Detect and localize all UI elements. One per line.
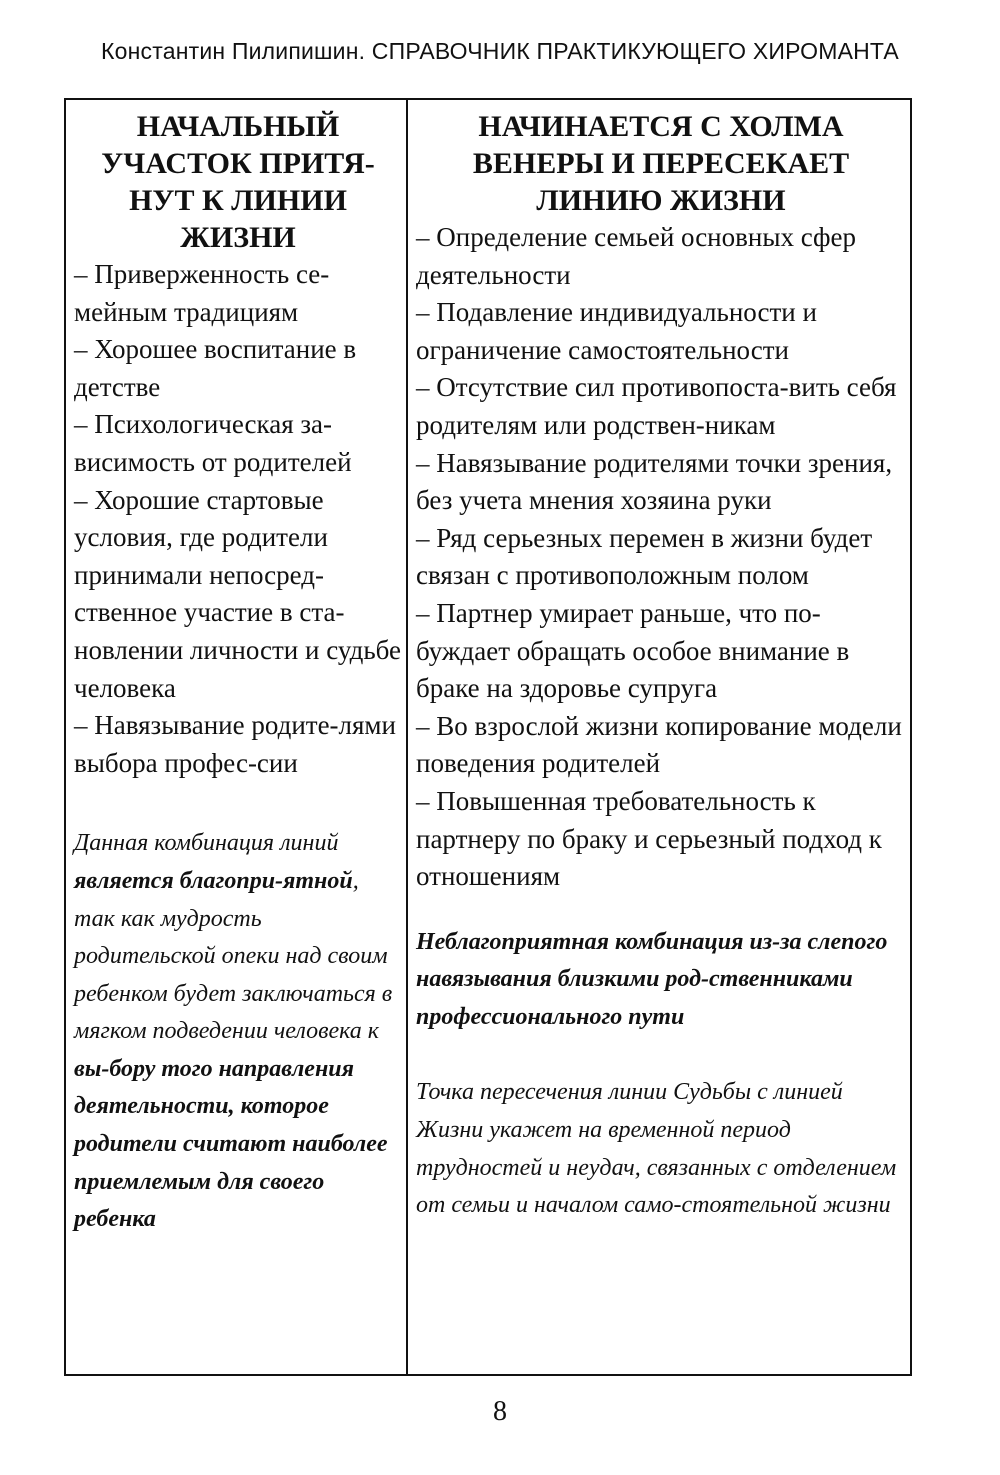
right-column — [408, 100, 910, 1374]
right-additional-note: Точка пересечения линии Судьбы с линией Жизни укажет на временной период трудностей и неудач, связанных с отделением от семьи и началом само-стоятельной жизни — [416, 1079, 897, 1219]
note-text: , так как мудрость родительской опеки над своим ребенком будет заключаться в мягком подведении человека к — [74, 867, 393, 1045]
list-item: – Подавление индивидуальности и ограничение самостоятельности — [416, 297, 817, 365]
running-title: Константин Пилипишин. СПРАВОЧНИК ПРАКТИКУЮЩЕГО ХИРОМАНТА — [101, 38, 899, 64]
note-text: Данная комбинация линий — [74, 830, 339, 857]
right-column-list — [416, 219, 906, 896]
page-number: 8 — [493, 1396, 507, 1427]
list-item: – Хорошее воспитание в детстве — [74, 334, 357, 402]
comparison-table — [64, 98, 912, 1376]
list-item: – Хорошие стартовые условия, где родители принимали непосред-ственное участие в ста-новлении личности и судьбе человека — [74, 484, 402, 703]
left-conclusion-note — [74, 825, 402, 1239]
list-item: – Психологическая за-висимость от родителей — [74, 409, 352, 477]
list-item: – Ряд серьезных перемен в жизни будет связан с противоположным полом — [416, 522, 873, 591]
list-item: – Партнер умирает раньше, что по-буждает обращать особое внимание в браке на здоровье супруга — [416, 597, 850, 704]
note-emphasis: вы-бору того направления деятельности, которое родители считают наиболее приемлемым для своего ребенка — [74, 1055, 388, 1233]
left-column-heading: НАЧАЛЬНЫЙ УЧАСТОК ПРИТЯ-НУТ К ЛИНИИ ЖИЗНИ — [101, 110, 375, 254]
left-column-list — [74, 256, 402, 782]
list-item: – Навязывание родите-лями выбора профес-сии — [74, 710, 396, 778]
left-column — [66, 100, 408, 1374]
right-conclusion-note: Неблагоприятная комбинация из-за слепого навязывания близкими род-ственниками профессионального пути — [416, 928, 888, 1030]
list-item: – Приверженность се-мейным традициям — [74, 259, 330, 327]
list-item: – Определение семьей основных сфер деятельности — [416, 222, 857, 290]
list-item: – Навязывание родителями точки зрения, без учета мнения хозяина руки — [416, 447, 893, 516]
list-item: – Повышенная требовательность к партнеру по браку и серьезный подход к отношениям — [416, 785, 882, 892]
note-emphasis: является благопри-ятной — [74, 867, 353, 894]
list-item: – Отсутствие сил противопоста-вить себя родителям или родствен-никам — [416, 372, 897, 440]
right-column-heading: НАЧИНАЕТСЯ С ХОЛМА ВЕНЕРЫ И ПЕРЕСЕКАЕТ ЛИНИЮ ЖИЗНИ — [472, 110, 850, 217]
list-item: – Во взрослой жизни копирование модели поведения родителей — [416, 710, 902, 779]
